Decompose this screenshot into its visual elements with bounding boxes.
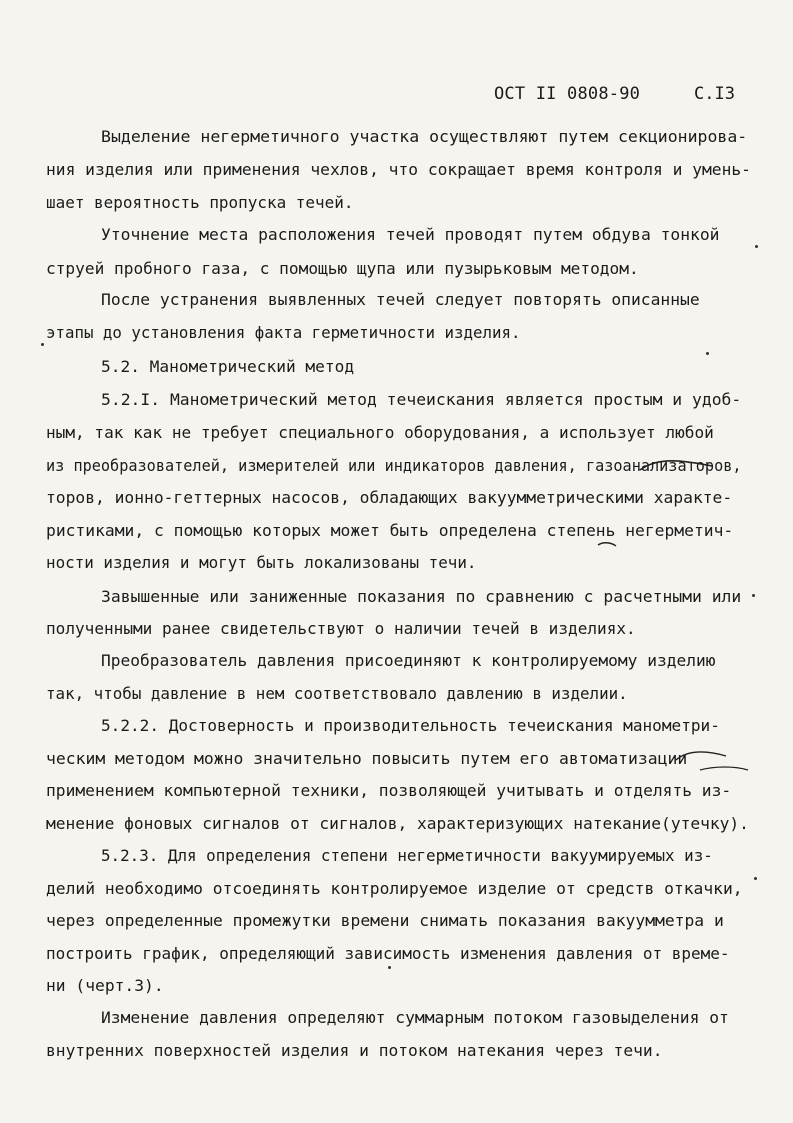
- text-line: менение фоновых сигналов от сигналов, характеризующих натекание(утечку).: [46, 815, 749, 833]
- text-line: 5.2.3. Для определения степени негерметичности вакуумируемых из-: [101, 847, 713, 865]
- scan-speck: [706, 352, 709, 355]
- text-line: 5.2.I. Манометрический метод течеискания является простым и удоб-: [101, 391, 742, 409]
- document-code: ОСТ II 0808-90: [494, 84, 641, 104]
- text-line: ности изделия и могут быть локализованы течи.: [46, 554, 477, 572]
- text-line: струей пробного газа, с помощью щупа или пузырьковым методом.: [46, 260, 639, 278]
- scan-speck: [752, 594, 755, 597]
- text-line: шает вероятность пропуска течей.: [46, 194, 354, 212]
- scan-speck: [755, 245, 758, 248]
- scan-speck: [41, 343, 44, 346]
- text-line: ческим методом можно значительно повысить путем его автоматизации: [46, 750, 688, 768]
- text-line: применением компьютерной техники, позволяющей учитывать и отделять из-: [46, 782, 732, 800]
- text-line: из преобразователей, измерителей или индикаторов давления, газоанализаторов,: [46, 457, 742, 475]
- page-number: С.I3: [694, 84, 735, 104]
- text-line: ристиками, с помощью которых может быть определена степень негерметич-: [46, 522, 734, 540]
- text-line: торов, ионно-геттерных насосов, обладающих вакуумметрическими характе-: [46, 489, 733, 507]
- text-line: ни (черт.3).: [46, 977, 164, 995]
- text-line: После устранения выявленных течей следует повторять описанные: [101, 291, 700, 309]
- text-line: ным, так как не требует специального оборудования, а использует любой: [46, 424, 714, 442]
- text-line: Завышенные или заниженные показания по сравнению с расчетными или: [101, 588, 742, 606]
- section-heading: 5.2. Манометрический метод: [101, 358, 355, 376]
- text-line: Выделение негерметичного участка осуществляют путем секционирова-: [101, 128, 748, 146]
- text-line: этапы до установления факта герметичности изделия.: [46, 324, 521, 342]
- text-line: через определенные промежутки времени снимать показания вакуумметра и: [46, 912, 724, 930]
- scan-speck: [754, 877, 757, 880]
- text-line: Уточнение места расположения течей проводят путем обдува тонкой: [101, 226, 720, 244]
- text-line: делий необходимо отсоединять контролируемое изделие от средств откачки,: [46, 880, 743, 898]
- text-line: полученными ранее свидетельствуют о наличии течей в изделиях.: [46, 620, 636, 638]
- text-line: ния изделия или применения чехлов, что сокращает время контроля и умень-: [46, 161, 751, 179]
- text-line: 5.2.2. Достоверность и производительность течеискания манометри-: [101, 717, 720, 735]
- text-line: Изменение давления определяют суммарным потоком газовыделения от: [101, 1009, 729, 1027]
- scan-speck: [388, 966, 391, 969]
- text-line: так, чтобы давление в нем соответствовало давлению в изделии.: [46, 685, 628, 703]
- text-line: Преобразователь давления присоединяют к контролируемому изделию: [101, 652, 716, 670]
- text-line: построить график, определяющий зависимость изменения давления от време-: [46, 945, 730, 963]
- text-line: внутренних поверхностей изделия и потоком натекания через течи.: [46, 1042, 663, 1060]
